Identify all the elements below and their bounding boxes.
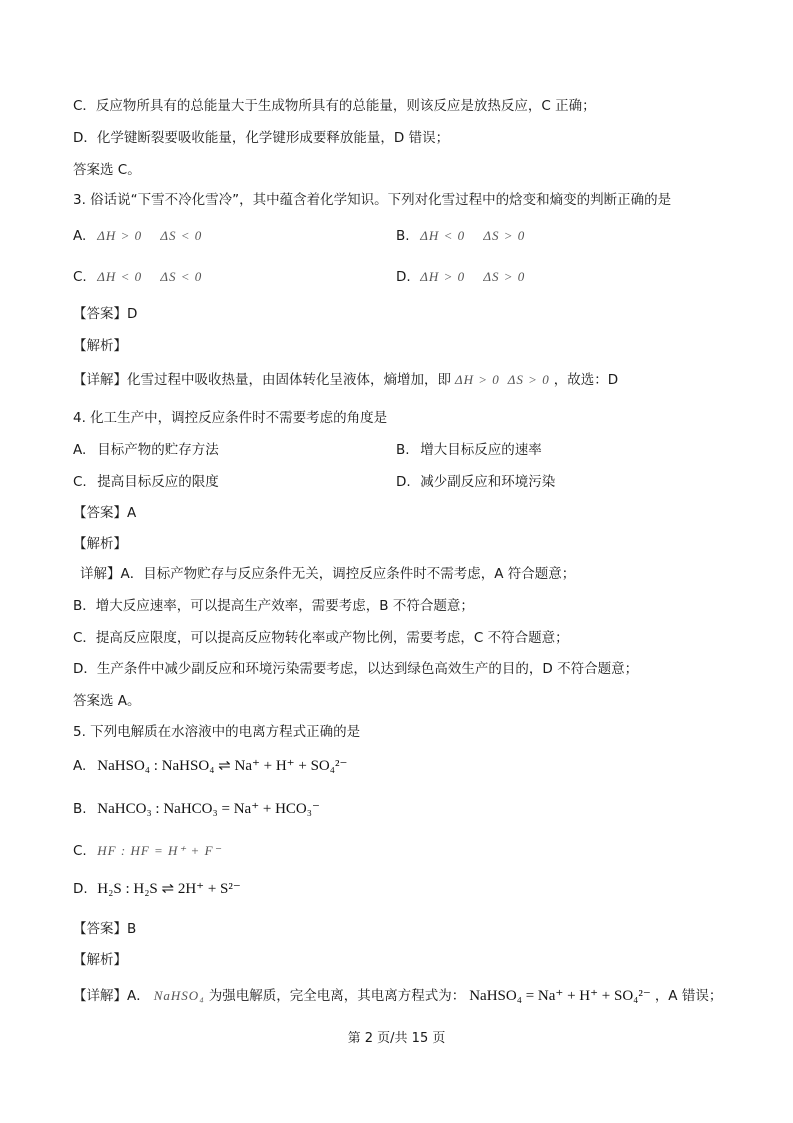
answer-label: 【答案】B [73,921,137,937]
option-label: D. [396,269,411,285]
detail-line [73,371,618,389]
option-text: 目标产物的贮存方法 [97,442,219,458]
option-text: 减少副反应和环境污染 [420,474,556,490]
detail-text: 【详解】A． [73,988,150,1004]
detail-text: 为强电解质，完全电离，其电离方程式为： [208,988,466,1004]
q5-option-d [73,880,241,898]
enthalpy-expression: ΔH > 0 [420,269,466,284]
detail-line: C．提高反应限度，可以提高反应物转化率或产物比例，需要考虑，C 不符合题意； [73,630,569,646]
q3-option-b [396,227,525,245]
ionization-equation: NaHCO₃ : NaHCO₃ = Na⁺ + HCO₃⁻ [97,801,320,817]
text-line: 答案选 C。 [73,162,141,178]
option-label: A. [73,442,87,458]
entropy-expression: ΔS > 0 [483,269,526,284]
detail-line [73,987,722,1005]
detail-text: ，故选：D [553,372,619,388]
option-label: A. [73,228,87,244]
detail-line: B．增大反应速率，可以提高生产效率，需要考虑，B 不符合题意； [73,598,474,614]
q5-option-b [73,800,320,818]
enthalpy-expression: ΔH < 0 [420,228,466,243]
entropy-expression: ΔS > 0 [483,228,526,243]
detail-line: D．生产条件中减少副反应和环境污染需要考虑，以达到绿色高效生产的目的，D 不符合题意； [73,661,639,677]
option-label: B. [73,801,87,817]
q3-option-d [396,268,525,286]
question-3: 3. 俗话说“下雪不冷化雪冷”，其中蕴含着化学知识。下列对化雪过程中的焓变和熵变的判断正确的是 [73,192,672,208]
option-label: B. [396,442,410,458]
enthalpy-expression: ΔH < 0 [97,269,143,284]
option-label: C. [73,843,87,859]
answer-label: 【答案】D [73,306,138,322]
option-text: 增大目标反应的速率 [420,442,542,458]
analysis-label: 【解析】 [73,952,127,968]
detail-text: ，A 错误； [654,988,723,1004]
ionization-equation: NaHSO₄ : NaHSO₄ ⇌ Na⁺ + H⁺ + SO₄²⁻ [97,758,348,774]
option-label: C. [73,474,87,490]
question-5: 5. 下列电解质在水溶液中的电离方程式正确的是 [73,724,361,740]
option-label: D. [73,881,88,897]
page-footer: 第 2 页/共 15 页 [347,1031,446,1046]
text-line: D．化学键断裂要吸收能量，化学键形成要释放能量，D 错误； [73,130,450,146]
detail-line: 详解】A．目标产物贮存与反应条件无关，调控反应条件时不需考虑，A 符合题意； [80,566,576,582]
ionization-equation: HF : HF = H⁺ + F⁻ [97,843,222,858]
q4-option-a [73,441,219,459]
q4-option-b [396,441,542,459]
ionization-equation: NaHSO₄ = Na⁺ + H⁺ + SO₄²⁻ [469,988,651,1004]
enthalpy-expression: ΔH > 0 [455,372,500,387]
entropy-expression: ΔS > 0 [507,372,550,387]
enthalpy-expression: ΔH > 0 [97,228,143,243]
ionization-equation: H₂S : H₂S ⇌ 2H⁺ + S²⁻ [97,881,241,897]
question-4: 4. 化工生产中，调控反应条件时不需要考虑的角度是 [73,410,388,426]
option-label: D. [396,474,411,490]
option-label: C. [73,269,87,285]
q4-option-c [73,473,219,491]
option-text: 提高目标反应的限度 [97,474,219,490]
entropy-expression: ΔS < 0 [160,269,203,284]
formula: NaHSO₄ [153,988,205,1003]
option-label: A. [73,758,87,774]
text-line: C．反应物所具有的总能量大于生成物所具有的总能量，则该反应是放热反应，C 正确； [73,98,596,114]
entropy-expression: ΔS < 0 [160,228,203,243]
q5-option-a [73,757,347,775]
q5-option-c [73,842,221,860]
analysis-label: 【解析】 [73,536,127,552]
q4-option-d [396,473,555,491]
option-label: B. [396,228,410,244]
q3-option-c [73,268,202,286]
detail-text: 【详解】化雪过程中吸收热量，由固体转化呈液体，熵增加，即 [73,372,451,388]
analysis-label: 【解析】 [73,338,127,354]
q3-option-a [73,227,202,245]
detail-line: 答案选 A。 [73,693,141,709]
answer-label: 【答案】A [73,505,137,521]
